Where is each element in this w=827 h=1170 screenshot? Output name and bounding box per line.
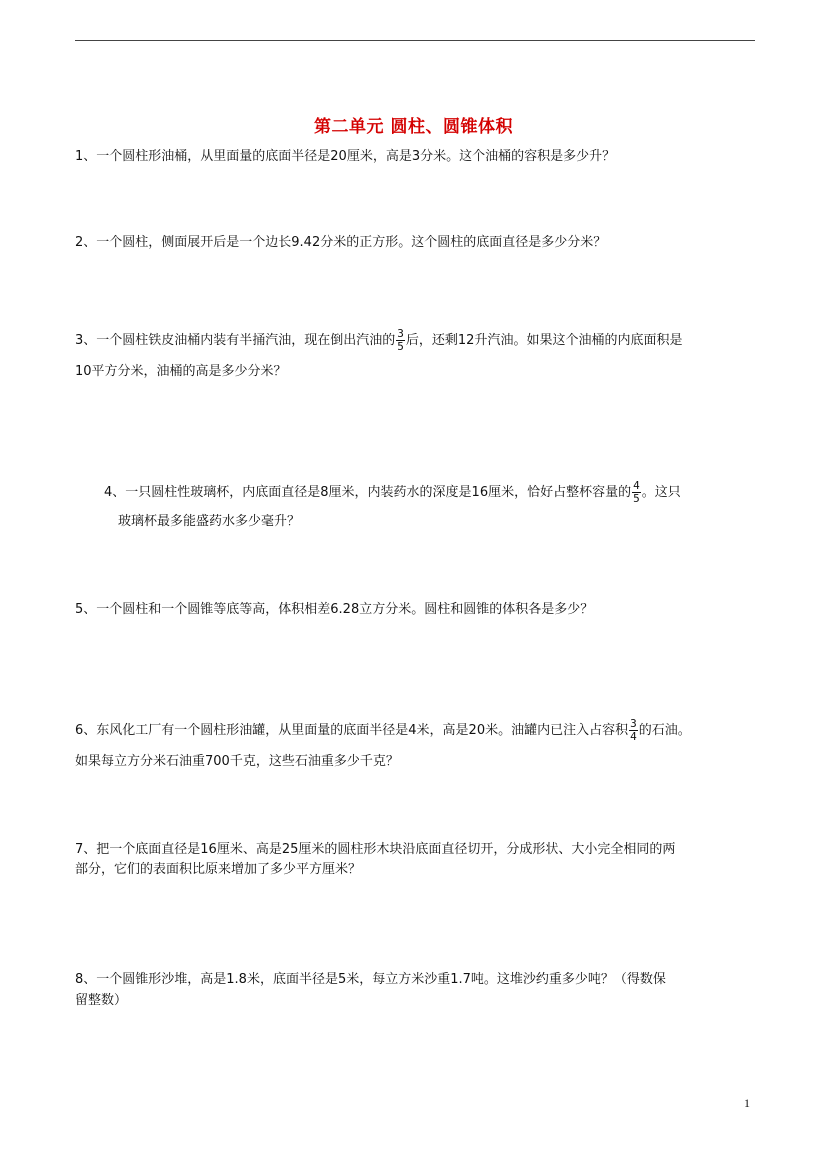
page-title: 第二单元 圆柱、圆锥体积 — [314, 117, 513, 137]
fraction-3-5 — [396, 328, 405, 353]
question-3-text-a: 3、一个圆柱铁皮油桶内装有半捅汽油，现在倒出汽油的 — [75, 333, 396, 348]
question-3-line-1 — [75, 328, 682, 353]
question-6-text-a: 6、东风化工厂有一个圆柱形油罐，从里面量的底面半径是4米，高是20米。油罐内已注入占容积 — [75, 723, 629, 738]
question-4-line-2: 玻璃杯最多能盛药水多少毫升？ — [118, 514, 301, 529]
fraction-numerator: 4 — [633, 479, 640, 492]
question-3-line-2: 10平方分米，油桶的高是多少分米？ — [75, 364, 287, 379]
question-2: 2、一个圆柱，侧面展开后是一个边长9.42分米的正方形。这个圆柱的底面直径是多少分米？ — [75, 235, 607, 250]
fraction-denominator: 5 — [633, 492, 640, 505]
question-4-text-a: 4、一只圆柱性玻璃杯，内底面直径是8厘米，内装药水的深度是16厘米，恰好占整杯容量的 — [104, 485, 632, 500]
question-6-line-2: 如果每立方分米石油重700千克，这些石油重多少千克？ — [75, 754, 399, 769]
fraction-denominator: 5 — [397, 340, 404, 353]
page-number: 1 — [744, 1096, 750, 1110]
question-3-text-b: 后，还剩12升汽油。如果这个油桶的内底面积是 — [405, 333, 683, 348]
question-8-line-1: 8、一个圆锥形沙堆，高是1.8米，底面半径是5米，每立方米沙重1.7吨。这堆沙约重多少吨？（得数保 — [75, 972, 666, 987]
question-6-line-1 — [75, 718, 691, 743]
question-1: 1、一个圆柱形油桶，从里面量的底面半径是20厘米，高是3分米。这个油桶的容积是多少升？ — [75, 149, 616, 164]
fraction-4-5 — [632, 480, 641, 505]
question-5: 5、一个圆柱和一个圆锥等底等高，体积相差6.28立方分米。圆柱和圆锥的体积各是多少？ — [75, 602, 594, 617]
fraction-3-4 — [629, 718, 638, 743]
question-7-line-1: 7、把一个底面直径是16厘米、高是25厘米的圆柱形木块沿底面直径切开，分成形状、大小完全相同的两 — [75, 842, 676, 857]
question-4-text-b: 。这只 — [641, 485, 681, 500]
header-rule — [75, 40, 755, 41]
fraction-numerator: 3 — [397, 327, 404, 340]
question-8-line-2: 留整数） — [75, 993, 128, 1008]
question-6-text-b: 的石油。 — [638, 723, 691, 738]
question-4-line-1 — [104, 480, 681, 505]
fraction-denominator: 4 — [630, 730, 637, 743]
question-7-line-2: 部分，它们的表面积比原来增加了多少平方厘米？ — [75, 862, 362, 877]
fraction-numerator: 3 — [630, 717, 637, 730]
